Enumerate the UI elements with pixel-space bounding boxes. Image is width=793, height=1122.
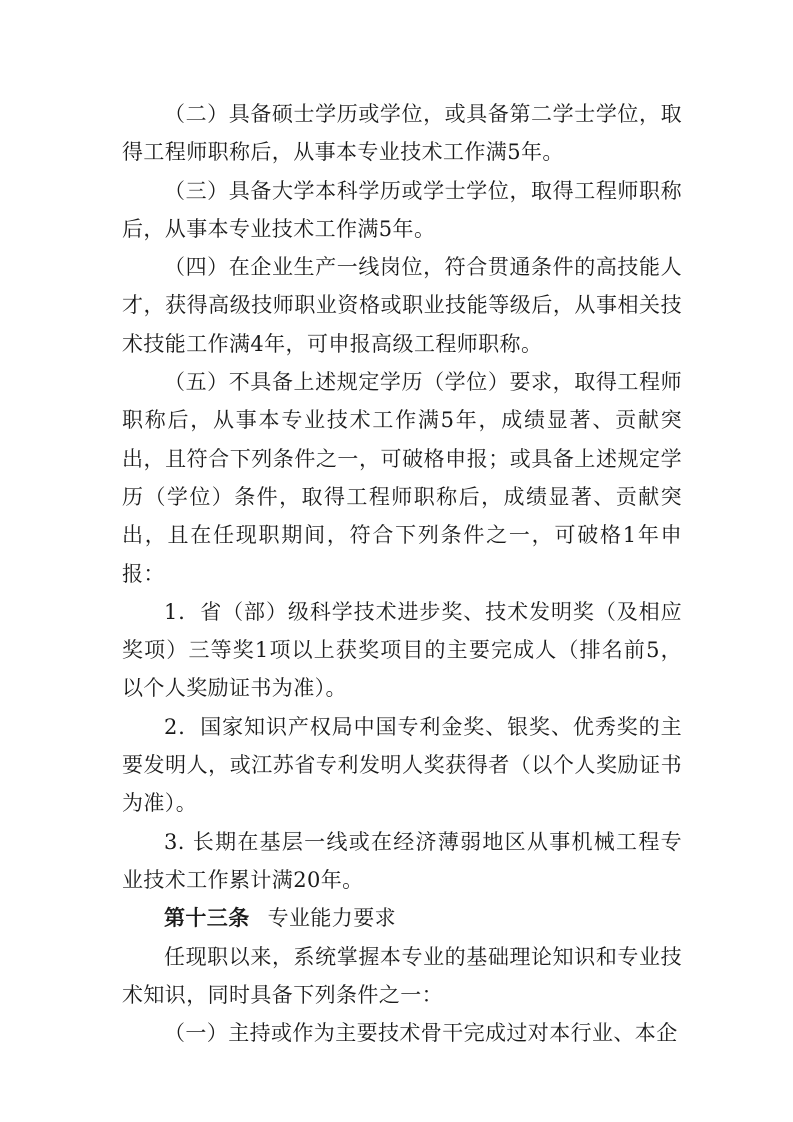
paragraph-subitem-3: 3. 长期在基层一线或在经济薄弱地区从事机械工程专业技术工作累计满20年。 (122, 829, 682, 892)
article-title: 专业能力要求 (267, 906, 397, 931)
paragraph-subitem-2: 2．国家知识产权局中国专利金奖、银奖、优秀奖的主要发明人，或江苏省专利发明人奖获得者（以个人奖励证书为准）。 (122, 714, 682, 816)
paragraph-item-2: （二）具备硕士学历或学位，或具备第二学士学位，取得工程师职称后，从事本专业技术工作满5年。 (122, 102, 682, 165)
article-heading (122, 899, 682, 937)
paragraph-item-5: （五）不具备上述规定学历（学位）要求，取得工程师职称后，从事本专业技术工作满5年，成绩显著、贡献突出，且符合下列条件之一，可破格申报；或具备上述规定学历（学位）条件，取得工程师职称后，成绩显著、贡献突出，且在任现职期间，符合下列条件之一，可破格1年申报： (122, 370, 682, 586)
article-number: 第十三条 (164, 906, 250, 931)
paragraph-item-3: （三）具备大学本科学历或学士学位，取得工程师职称后，从事本专业技术工作满5年。 (122, 178, 682, 241)
paragraph-item-4: （四）在企业生产一线岗位，符合贯通条件的高技能人才，获得高级技师职业资格或职业技能等级后，从事相关技术技能工作满4年，可申报高级工程师职称。 (122, 255, 682, 356)
document-body (122, 95, 682, 1052)
paragraph-item-1: （一）主持或作为主要技术骨干完成过对本行业、本企 (164, 1021, 678, 1046)
paragraph-intro: 任现职以来，系统掌握本专业的基础理论知识和专业技术知识，同时具备下列条件之一： (122, 944, 682, 1007)
paragraph-subitem-1: 1．省（部）级科学技术进步奖、技术发明奖（及相应奖项）三等奖1项以上获奖项目的主要完成人（排名前5，以个人奖励证书为准）。 (122, 599, 682, 701)
